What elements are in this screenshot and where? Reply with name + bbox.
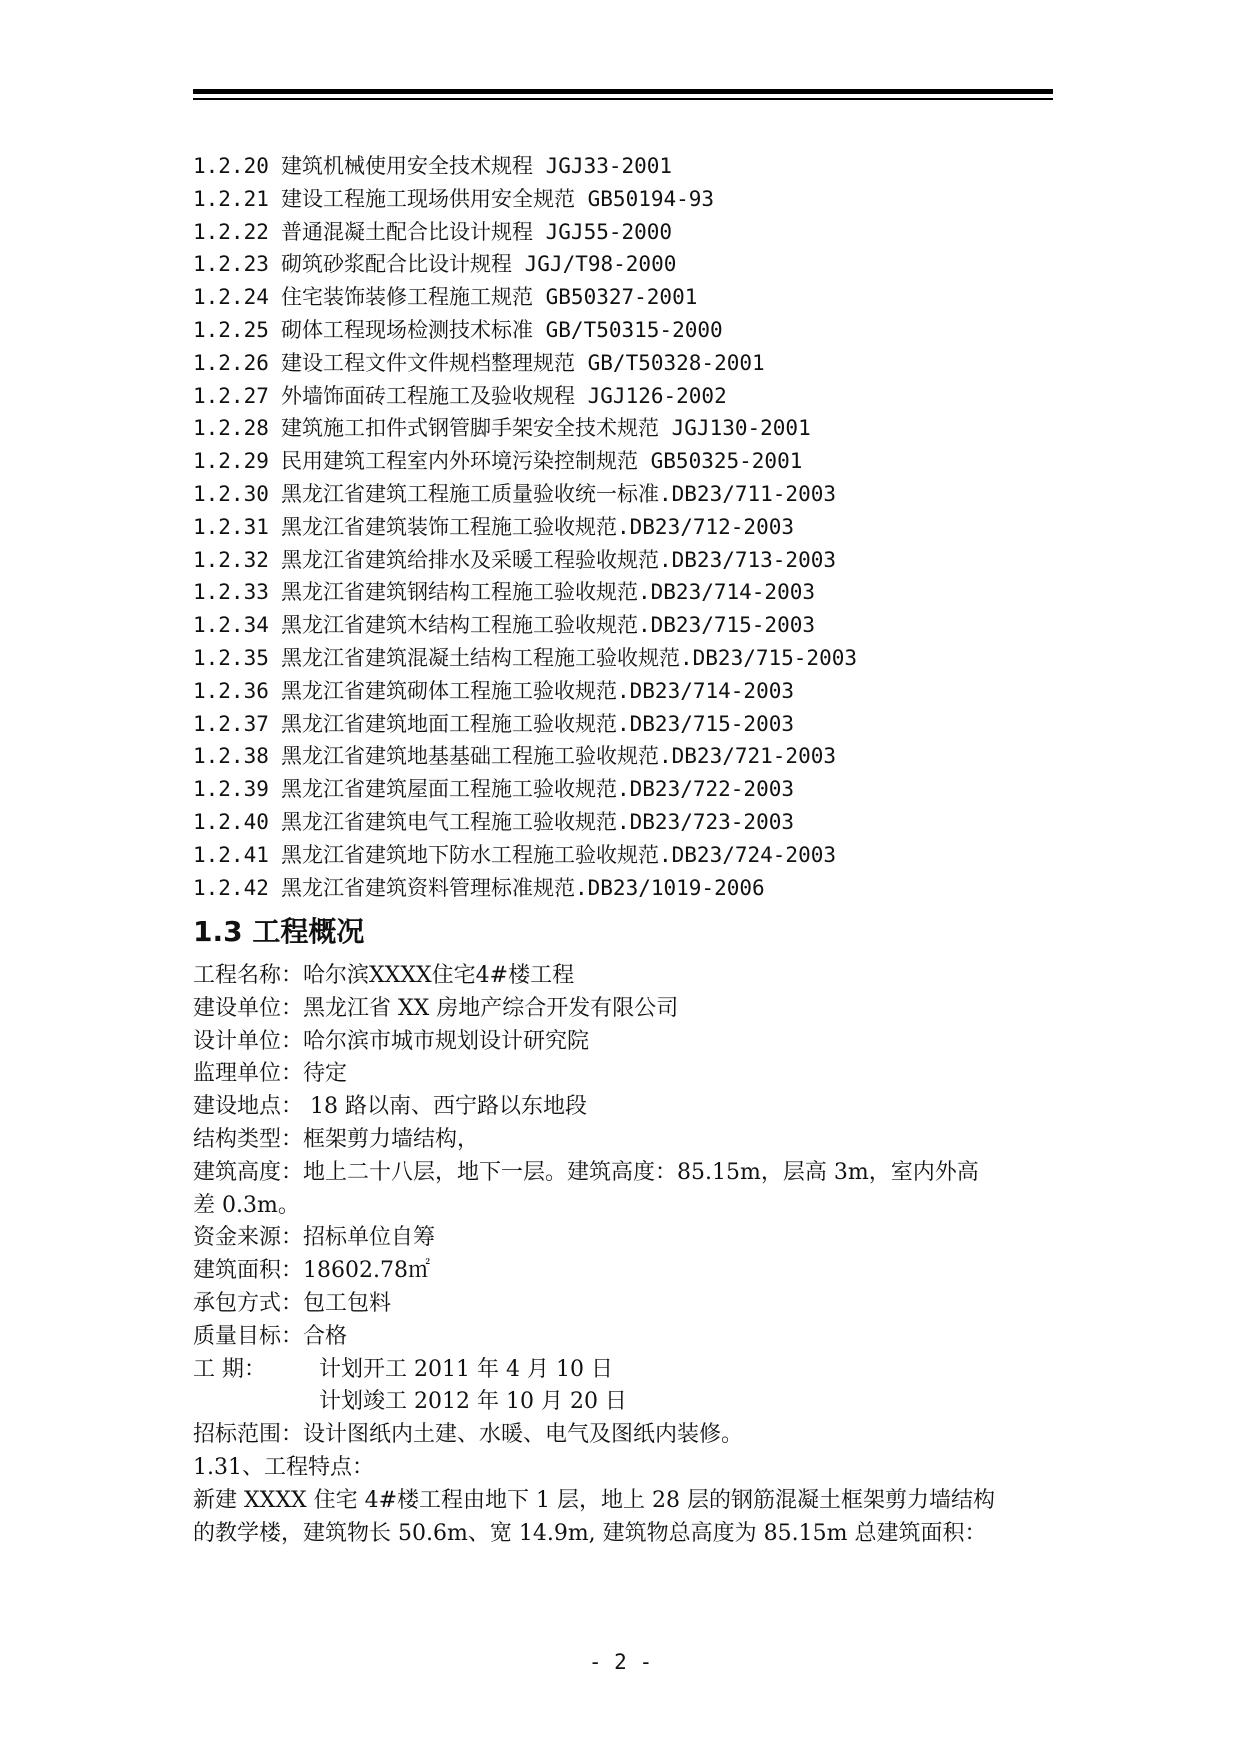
header-rule-secondary	[193, 98, 1053, 100]
construction-period	[193, 1354, 1063, 1387]
project-overview	[193, 960, 1063, 1550]
standard-item: 1.2.30 黑龙江省建筑工程施工质量验收统一标准.DB23/711-2003	[193, 481, 837, 506]
standard-item: 1.2.24 住宅装饰装修工程施工规范 GB50327-2001	[193, 285, 698, 310]
standard-item: 1.2.36 黑龙江省建筑砌体工程施工验收规范.DB23/714-2003	[193, 678, 795, 703]
standard-item: 1.2.27 外墙饰面砖工程施工及验收规程 JGJ126-2002	[193, 383, 727, 408]
standards-list	[193, 150, 1063, 904]
standard-item: 1.2.28 建筑施工扣件式钢管脚手架安全技术规范 JGJ130-2001	[193, 416, 811, 441]
building-area: 建筑面积：18602.78㎡	[193, 1258, 430, 1284]
supervision-unit: 监理单位：待定	[193, 1061, 348, 1087]
features-heading: 1.31、工程特点：	[193, 1454, 374, 1480]
standard-item: 1.2.40 黑龙江省建筑电气工程施工验收规范.DB23/723-2003	[193, 809, 795, 834]
contract-mode: 承包方式：包工包料	[193, 1290, 392, 1316]
period-label: 工 期：	[193, 1356, 266, 1382]
standard-item: 1.2.39 黑龙江省建筑屋面工程施工验收规范.DB23/722-2003	[193, 777, 795, 802]
design-unit: 设计单位：哈尔滨市城市规划设计研究院	[193, 1028, 590, 1054]
construction-unit: 建设单位：黑龙江省 XX 房地产综合开发有限公司	[193, 995, 679, 1021]
structure-type: 结构类型：框架剪力墙结构，	[193, 1126, 480, 1152]
standard-item: 1.2.33 黑龙江省建筑钢结构工程施工验收规范.DB23/714-2003	[193, 580, 816, 605]
standard-item: 1.2.29 民用建筑工程室内外环境污染控制规范 GB50325-2001	[193, 449, 803, 474]
standard-item: 1.2.41 黑龙江省建筑地下防水工程施工验收规范.DB23/724-2003	[193, 842, 837, 867]
features-line2: 的教学楼，建筑物长 50.6m、宽 14.9m, 建筑物总高度为 85.15m 总建筑面积：	[193, 1520, 987, 1546]
standard-item: 1.2.22 普通混凝土配合比设计规程 JGJ55-2000	[193, 219, 673, 244]
standard-item: 1.2.34 黑龙江省建筑木结构工程施工验收规范.DB23/715-2003	[193, 613, 816, 638]
standard-item: 1.2.25 砌体工程现场检测技术标准 GB/T50315-2000	[193, 317, 723, 342]
period-start: 计划开工 2011 年 4 月 10 日	[319, 1356, 613, 1382]
construction-site: 建设地点： 18 路以南、西宁路以东地段	[193, 1094, 587, 1120]
header-rule	[193, 89, 1053, 94]
standard-item: 1.2.38 黑龙江省建筑地基基础工程施工验收规范.DB23/721-2003	[193, 744, 837, 769]
standard-item: 1.2.35 黑龙江省建筑混凝土结构工程施工验收规范.DB23/715-2003	[193, 645, 858, 670]
section-heading: 1.3 工程概况	[193, 915, 365, 948]
standard-item: 1.2.26 建设工程文件文件规档整理规范 GB/T50328-2001	[193, 350, 765, 375]
funding-source: 资金来源：招标单位自筹	[193, 1225, 436, 1251]
period-end: 计划竣工 2012 年 10 月 20 日	[319, 1389, 627, 1415]
quality-target: 质量目标：合格	[193, 1323, 348, 1349]
standard-item: 1.2.42 黑龙江省建筑资料管理标准规范.DB23/1019-2006	[193, 875, 765, 900]
standard-item: 1.2.31 黑龙江省建筑装饰工程施工验收规范.DB23/712-2003	[193, 514, 795, 539]
features-line1: 新建 XXXX 住宅 4#楼工程由地下 1 层，地上 28 层的钢筋混凝土框架剪力墙结构	[193, 1487, 996, 1513]
standard-item: 1.2.21 建设工程施工现场供用安全规范 GB50194-93	[193, 186, 715, 211]
standard-item: 1.2.20 建筑机械使用安全技术规程 JGJ33-2001	[193, 154, 673, 178]
standard-item: 1.2.37 黑龙江省建筑地面工程施工验收规范.DB23/715-2003	[193, 711, 795, 736]
bidding-scope: 招标范围：设计图纸内土建、水暖、电气及图纸内装修。	[193, 1422, 744, 1448]
standard-item: 1.2.23 砌筑砂浆配合比设计规程 JGJ/T98-2000	[193, 252, 677, 277]
project-name: 工程名称：哈尔滨XXXX住宅4#楼工程	[193, 963, 575, 988]
building-height-line1: 建筑高度：地上二十八层，地下一层。建筑高度：85.15m，层高 3m，室内外高	[193, 1159, 979, 1185]
page-number: - 2 -	[588, 1650, 653, 1674]
building-height-line2: 差 0.3m。	[193, 1192, 300, 1218]
standard-item: 1.2.32 黑龙江省建筑给排水及采暖工程验收规范.DB23/713-2003	[193, 547, 837, 572]
